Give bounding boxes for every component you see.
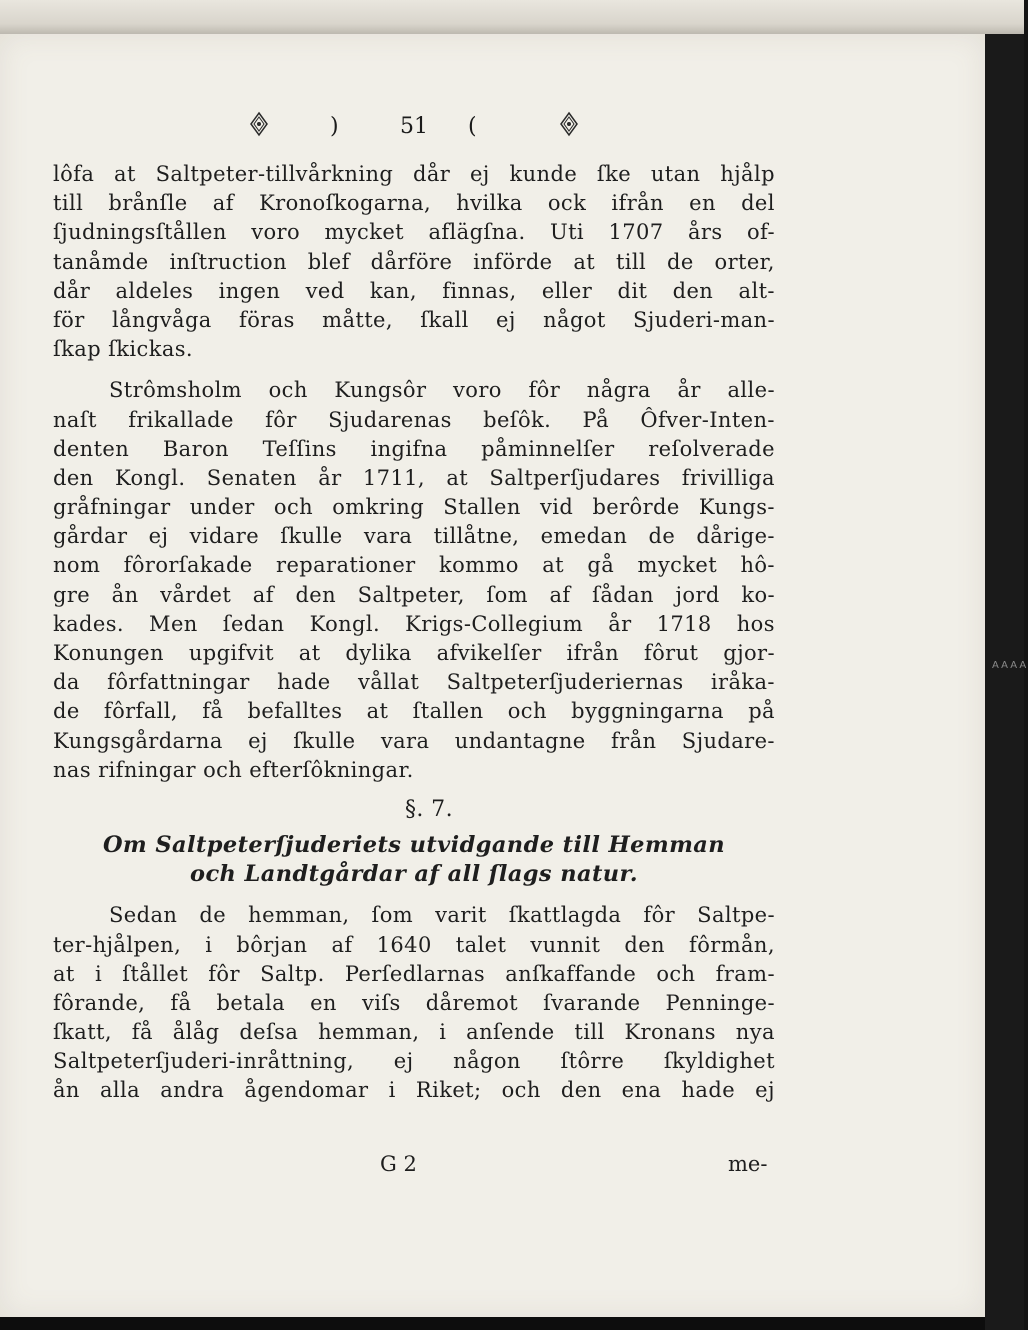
text-line: denten Baron Teſſins ingifna påminnelſer reſolverade <box>53 436 775 461</box>
text-line: ſjudningsſtållen voro mycket aflägſna. Uti 1707 års of- <box>53 220 775 245</box>
signature-mark: G 2 <box>380 1152 417 1176</box>
text-line: Saltpeterſjuderi-inråttning, ej någon ſtôrre ſkyldighet <box>53 1049 775 1074</box>
page-header <box>250 110 590 150</box>
text-line: den Kongl. Senaten år 1711, at Saltperſjudares frivilliga <box>53 465 775 490</box>
text-line: at i ſtållet fôr Saltp. Perſedlarnas anſkaffande och fram- <box>53 961 775 986</box>
text-line: gråfningar under och omkring Stallen vid berôrde Kungs- <box>53 495 775 520</box>
catchword: me- <box>728 1152 768 1176</box>
edge-marks: AAAA <box>992 660 1028 671</box>
text-line: naſt frikallade fôr Sjudarenas beſôk. På Ôfver-Inten- <box>53 407 775 432</box>
section-number: §. 7. <box>405 796 453 822</box>
paragraph-1 <box>53 160 775 364</box>
text-line: tanåmde inſtruction blef dårföre införde at till de orter, <box>53 249 775 274</box>
ornament-icon <box>560 112 578 136</box>
text-line: ån alla andra ågendomar i Riket; och den ena hade ej <box>53 1078 775 1103</box>
text-line: nas rifningar och efterſôkningar. <box>53 757 414 782</box>
text-line: ſkap ſkickas. <box>53 337 194 362</box>
paragraph-2 <box>53 376 775 785</box>
text-line: ſkatt, få ålåg deſsa hemman, i anſende till Kronans nya <box>53 1020 775 1045</box>
text-line: för långvåga föras måtte, ſkall ej något Sjuderi-man- <box>53 307 775 332</box>
text-line: gre ån vårdet af den Saltpeter, ſom af ſådan jord ko- <box>53 582 775 607</box>
text-line: fôrande, få betala en viſs dåremot ſvarande Penninge- <box>53 990 775 1015</box>
text-line: ter-hjålpen, i bôrjan af 1640 talet vunnit den fôrmån, <box>53 932 775 957</box>
header-left-paren: ) <box>330 114 339 139</box>
section-heading-line-2: och Landtgårdar af all ſlags natur. <box>190 861 638 888</box>
top-page-edge <box>0 0 1024 34</box>
text-line: till brånſle af Kronoſkogarna, hvilka ock ifrån en del <box>53 191 775 216</box>
body-text <box>53 160 775 1106</box>
text-line: Strômsholm och Kungsôr voro fôr några år alle- <box>109 378 775 403</box>
right-page-edge <box>985 34 1024 1330</box>
section-heading-line-1: Om Saltpeterſjuderiets utvidgande till Hemman <box>102 831 726 858</box>
page-number: 51 <box>400 114 428 139</box>
text-line: Konungen upgifvit at dylika afvikelſer ifrån fôrut gjor- <box>53 641 775 665</box>
text-line: gårdar ej vidare ſkulle vara tillåtne, emedan de dårige- <box>53 524 775 549</box>
text-line: de fôrfall, få befalltes at ſtallen och byggningarna på <box>53 699 775 724</box>
text-line: dår aldeles ingen ved kan, finnas, eller dit den alt- <box>53 278 775 303</box>
ornament-icon <box>250 112 268 136</box>
paragraph-3 <box>53 901 775 1105</box>
text-line: nom fôrorſakade reparationer kommo at gå mycket hô- <box>53 553 775 578</box>
text-line: Sedan de hemman, ſom varit ſkattlagda fôr Saltpe- <box>109 903 775 928</box>
text-line: da fôrfattningar hade vållat Saltpeterſjuderiernas iråka- <box>53 670 775 695</box>
header-right-paren: ( <box>468 114 477 139</box>
text-line: kades. Men ſedan Kongl. Krigs-Collegium år 1718 hos <box>53 611 775 636</box>
text-line: Kungsgårdarna ej ſkulle vara undantagne från Sjudare- <box>53 728 775 753</box>
text-line: lôfa at Saltpeter-tillvårkning dår ej kunde ſke utan hjålp <box>53 162 775 186</box>
